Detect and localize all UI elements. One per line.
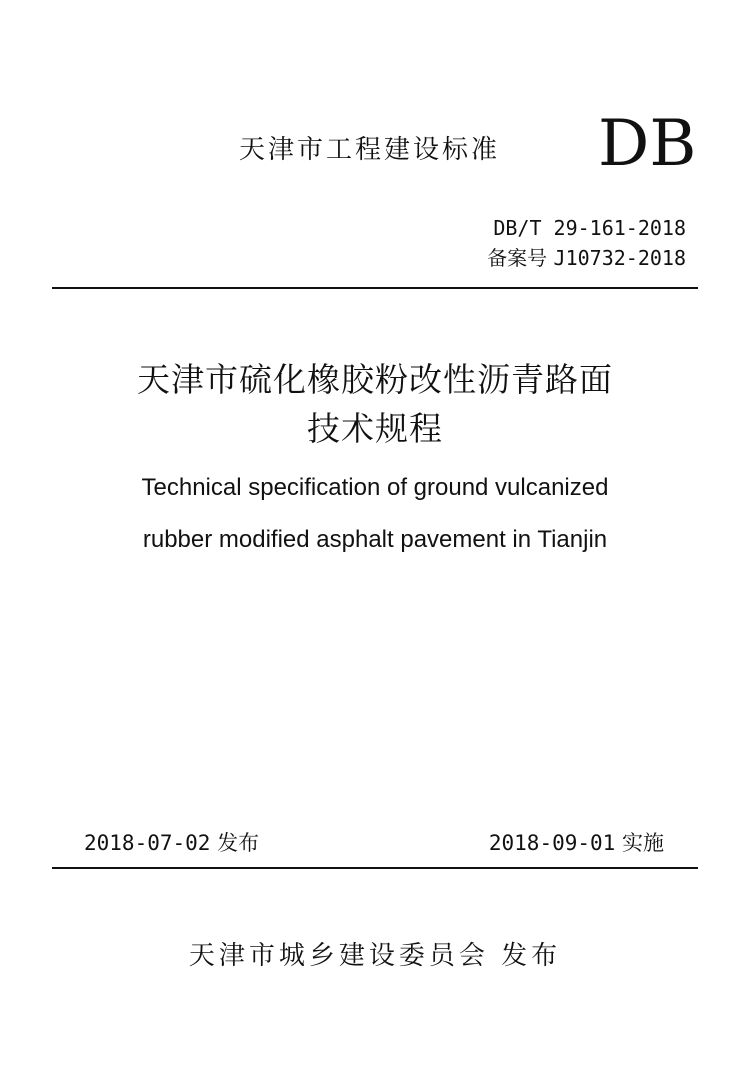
implement-date-line [489, 828, 664, 858]
issue-date: 2018-07-02 [84, 831, 211, 855]
title-zh-line1: 天津市硫化橡胶粉改性沥青路面 [137, 360, 613, 399]
bottom-rule [52, 867, 698, 869]
standard-code: DB/T 29-161-2018 [493, 216, 686, 240]
issue-label: 发布 [217, 831, 260, 855]
record-number: J10732-2018 [553, 246, 686, 270]
db-mark: DB [598, 107, 697, 181]
record-label: 备案号 [487, 246, 548, 270]
implement-label: 实施 [622, 831, 664, 855]
title-en-line1: Technical specification of ground vulcanized [141, 474, 609, 501]
record-number-line [487, 244, 686, 272]
publisher-line [0, 938, 750, 974]
title-en-line2: rubber modified asphalt pavement in Tianjin [142, 526, 608, 553]
issue-date-line [84, 828, 259, 858]
publisher-name: 天津市城乡建设委员会 [188, 941, 489, 971]
top-rule [52, 287, 698, 289]
publish-label: 发布 [501, 941, 562, 971]
title-zh-line2: 技术规程 [307, 409, 443, 448]
implement-date: 2018-09-01 [488, 831, 616, 855]
standard-series: 天津市工程建设标准 [239, 135, 501, 165]
